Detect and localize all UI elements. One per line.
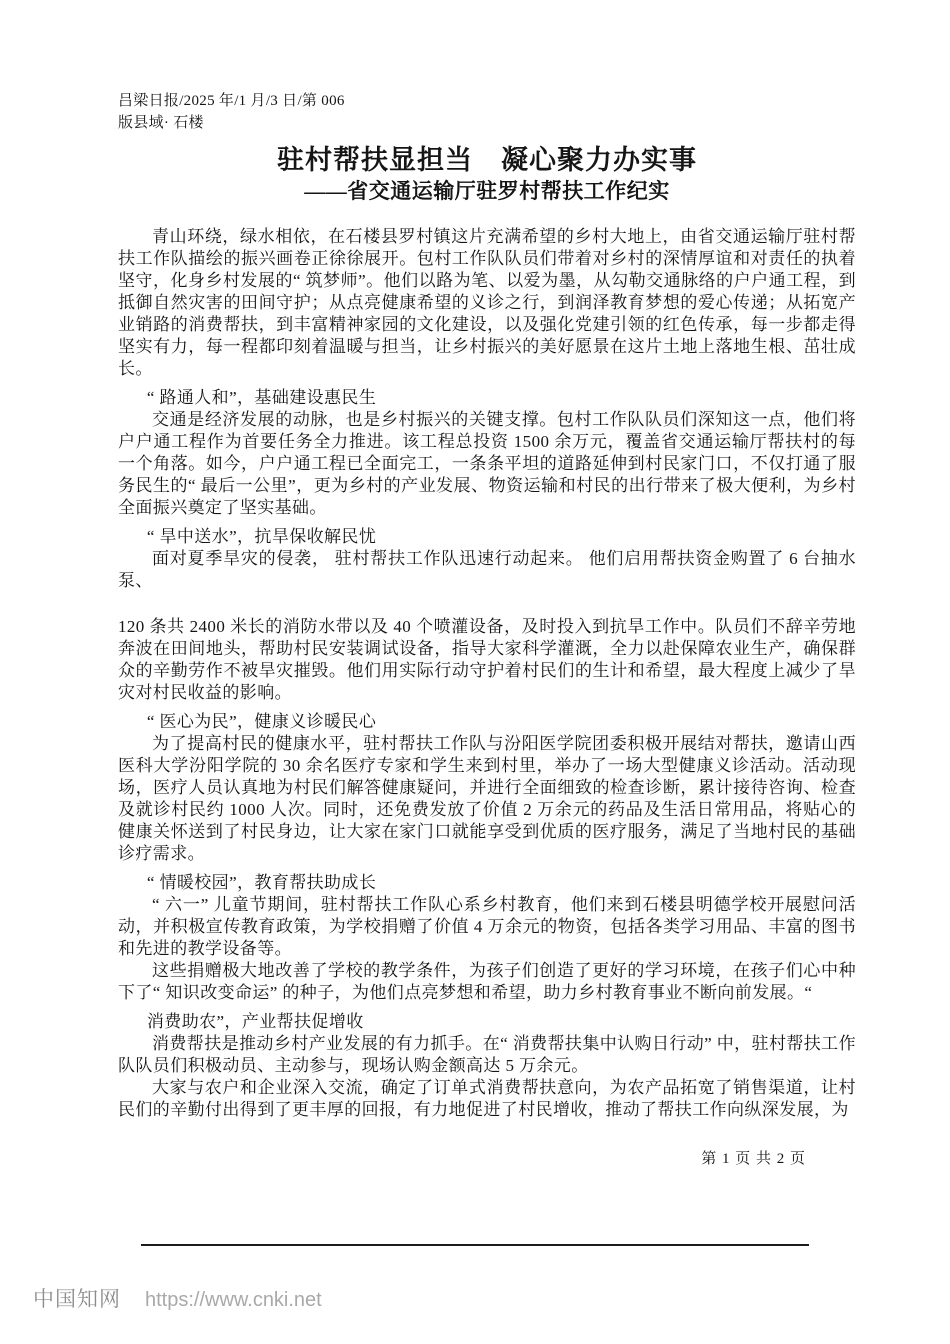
article-paragraph: 大家与农户和企业深入交流，确定了订单式消费帮扶意向，为农产品拓宽了销售渠道，让村民们的辛勤付出得到了更丰厚的回报，有力地促进了村民增收，推动了帮扶工作向纵深发展，为 — [118, 1078, 856, 1119]
section-heading: “ 旱中送水”，抗旱保收解民忧 — [146, 527, 377, 546]
article-body — [118, 226, 856, 1121]
article-paragraph: 交通是经济发展的动脉，也是乡村振兴的关键支撑。包村工作队队员们深知这一点，他们将户户通工程作为首要任务全力推进。该工程总投资 1500 余万元，覆盖省交通运输厅帮扶村的每一个角落。如今，户户通工程已全面完工，一条条平坦的道路延伸到村民家门口，不仅打通了服务民生的“ 最后一公里”，更为乡村的产业发展、物资运输和村民的出行带来了极大便利，为乡村全面振兴奠定了坚实基础。 — [118, 410, 856, 517]
article-paragraph: 120 条共 2400 米长的消防水带以及 40 个喷灌设备，及时投入到抗旱工作中。队员们不辞辛劳地奔波在田间地头，帮助村民安装调试设备，指导大家科学灌溉，全力以赴保障农业生产，确保群众的辛勤劳作不被旱灾摧毁。他们用实际行动守护着村民们的生计和希望，最大程度上减少了旱灾对村民收益的影响。 — [118, 617, 856, 702]
footer-page-number: 第 1 页 共 2 页 — [701, 1151, 806, 1167]
page-divider-line — [141, 1244, 809, 1246]
source-line-1: 吕梁日报/2025 年/1 月/3 日/第 006 — [118, 93, 345, 109]
article-subtitle: ——省交通运输厅驻罗村帮扶工作纪实 — [304, 179, 670, 203]
article-title: 驻村帮扶显担当 凝心聚力办实事 — [277, 145, 697, 175]
cnki-brand-label: 中国知网 — [33, 1288, 121, 1311]
article-paragraph: 这些捐赠极大地改善了学校的教学条件，为孩子们创造了更好的学习环境，在孩子们心中种下了“ 知识改变命运” 的种子，为他们点亮梦想和希望，助力乡村教育事业不断向前发展。“ — [118, 961, 856, 1002]
article-paragraph: 面对夏季旱灾的侵袭， 驻村帮扶工作队迅速行动起来。 他们启用帮扶资金购置了 6 台抽水泵、 — [118, 549, 856, 590]
section-heading: 消费助农”，产业帮扶促增收 — [146, 1012, 364, 1031]
article-paragraph: 青山环绕，绿水相依，在石楼县罗村镇这片充满希望的乡村大地上，由省交通运输厅驻村帮扶工作队描绘的振兴画卷正徐徐展开。包村工作队队员们带着对乡村的深情厚谊和对责任的执着坚守，化身乡村发展的“ 筑梦师”。他们以路为笔、以爱为墨，从勾勒交通脉络的户户通工程，到抵御自然灾害的田间守护；从点亮健康希望的义诊之行，到润泽教育梦想的爱心传递；从拓宽产业销路的消费帮扶，到丰富精神家园的文化建设，以及强化党建引领的红色传承，每一步都走得坚实有力，每一程都印刻着温暖与担当，让乡村振兴的美好愿景在这片土地上落地生根、茁壮成长。 — [118, 227, 856, 378]
article-page — [118, 90, 856, 1168]
section-heading: “ 情暖校园”，教育帮扶助成长 — [146, 873, 377, 892]
source-line-2: 版县域· 石楼 — [118, 115, 204, 131]
cnki-url-text: https://www.cnki.net — [145, 1289, 322, 1311]
cnki-watermark — [33, 1283, 322, 1313]
section-heading: “ 医心为民”，健康义诊暖民心 — [146, 712, 377, 731]
article-paragraph: 为了提高村民的健康水平，驻村帮扶工作队与汾阳医学院团委积极开展结对帮扶，邀请山西医科大学汾阳学院的 30 余名医疗专家和学生来到村里，举办了一场大型健康义诊活动。活动现场，医疗人员认真地为村民们解答健康疑问，并进行全面细致的检查诊断，累计接待咨询、检查及就诊村民约 1000 人次。同时，还免费发放了价值 2 万余元的药品及生活日常用品，将贴心的健康关怀送到了村民身边，让大家在家门口就能享受到优质的医疗服务，满足了当地村民的基础诊疗需求。 — [118, 734, 856, 863]
paragraph-gap — [118, 592, 856, 616]
article-paragraph: 消费帮扶是推动乡村产业发展的有力抓手。在“ 消费帮扶集中认购日行动” 中，驻村帮扶工作队队员们积极动员、主动参与，现场认购金额高达 5 万余元。 — [118, 1034, 856, 1075]
article-paragraph: “ 六一” 儿童节期间，驻村帮扶工作队心系乡村教育，他们来到石楼县明德学校开展慰问活动，并积极宣传教育政策，为学校捐赠了价值 4 万余元的物资，包括各类学习用品、丰富的图书和先进的教学设备等。 — [118, 895, 856, 958]
section-heading: “ 路通人和”，基础建设惠民生 — [146, 388, 377, 407]
